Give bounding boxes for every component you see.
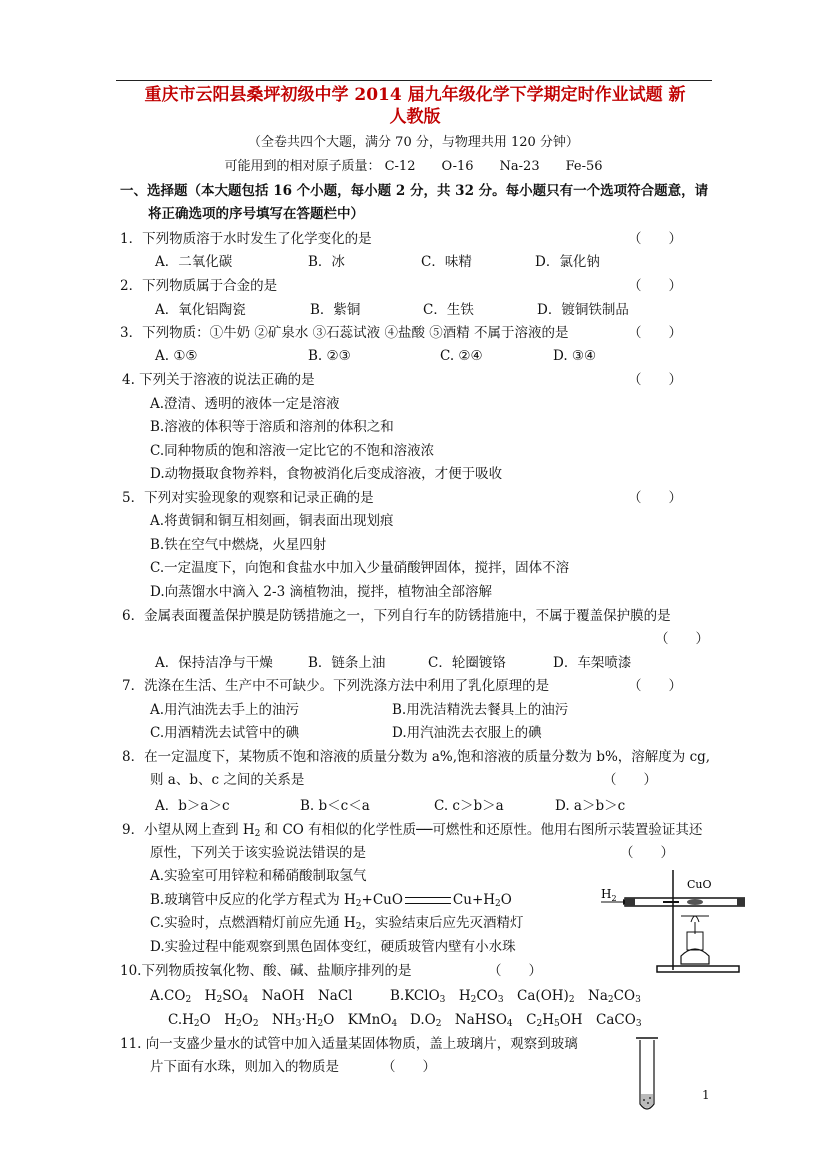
title-line-1: 重庆市云阳县桑坪初级中学 2014 届九年级化学下学期定时作业试题 新 — [144, 85, 686, 105]
q3-option-b: B. ②③ — [308, 348, 351, 364]
atomic-masses: 可能用到的相对原子质量： C-12 O-16 Na-23 Fe-56 — [224, 159, 603, 174]
q4-option-c: C.同种物质的饱和溶液一定比它的不饱和溶液浓 — [150, 443, 435, 459]
q4-option-d: D.动物摄取食物养料，食物被消化后变成溶液，才便于吸收 — [150, 466, 503, 482]
q6-answer-paren: （ ） — [655, 631, 709, 647]
exam-info: （全卷共四个大题，满分 70 分，与物理共用 120 分钟） — [248, 135, 579, 150]
q1-option-b: B．冰 — [308, 254, 345, 270]
q3-option-c: C. ②④ — [440, 348, 483, 364]
header-rule — [116, 80, 712, 81]
q9-option-c: C.实验时，点燃酒精灯前应先通 $H_2$，实验结束后应先灭酒精灯 — [150, 915, 524, 932]
q7-answer-paren: （ ） — [628, 678, 682, 694]
q1-stem: 1．下列物质溶于水时发生了化学变化的是 — [120, 231, 372, 247]
q8-option-b: B. b＜c＜a — [300, 798, 370, 814]
q11-answer-paren: （ ） — [382, 1059, 436, 1075]
q9-stem: 9．小望从网上查到 $H_2$ 和 CO 有相似的化学性质──可燃性和还原性。他用右图所示装置验证其还 — [122, 822, 703, 839]
q8-option-c: C. c＞b＞a — [434, 798, 504, 814]
q2-option-a: A．氧化铝陶瓷 — [155, 302, 246, 318]
q11-stem: 11. 向一支盛少量水的试管中加入适量某固体物质，盖上玻璃片，观察到玻璃 — [120, 1036, 578, 1052]
q5-option-b: B.铁在空气中燃烧，火星四射 — [150, 537, 327, 553]
q10-option-c: $C.H_2O$ $H_2O_2$ $NH_3\cdot H_2O$ KMnO$_4$ — [168, 1012, 398, 1029]
q10-option-d: $D.O_2$ NaHSO$_4$ $C_2H_5OH$ CaCO$_3$ — [410, 1012, 642, 1029]
q5-option-a: A.将黄铜和铜互相刻画，铜表面出现划痕 — [150, 513, 394, 529]
q8-option-d: D. a＞b＞c — [555, 798, 626, 814]
q6-option-a: A．保持洁净与干燥 — [155, 655, 273, 671]
q4-answer-paren: （ ） — [628, 372, 682, 388]
q1-option-d: D．氯化钠 — [535, 254, 600, 270]
page-title — [110, 84, 720, 128]
q9-apparatus-figure — [595, 862, 745, 978]
q3-option-a: A. ①⑤ — [155, 348, 198, 364]
section1-heading-cont: 将正确选项的序号填写在答题栏中） — [148, 206, 364, 222]
q4-stem: 4. 下列关于溶液的说法正确的是 — [122, 372, 315, 388]
q5-stem: 5．下列对实验现象的观察和记录正确的是 — [122, 490, 374, 506]
q10-option-b: B.KClO$_3$ $H_2CO_3$ $Ca(OH)_2$ $Na_2CO_3$ — [390, 988, 641, 1005]
q4-option-a: A.澄清、透明的液体一定是溶液 — [150, 396, 340, 412]
q2-stem: 2．下列物质属于合金的是 — [120, 278, 278, 294]
q5-option-c: C.一定温度下，向饱和食盐水中加入少量硝酸钾固体，搅拌，固体不溶 — [150, 560, 570, 576]
q2-option-d: D．镀铜铁制品 — [537, 302, 629, 318]
q9-option-b: B.玻璃管中反应的化学方程式为 $H_2+CuO$ $Cu+H_2O$ — [150, 892, 512, 909]
q2-answer-paren: （ ） — [628, 278, 682, 294]
q6-option-c: C．轮圈镀铬 — [428, 655, 506, 671]
q7-option-c: C.用酒精洗去试管中的碘 — [150, 725, 300, 741]
q9-answer-paren: （ ） — [620, 845, 674, 861]
page-number: 1 — [702, 1088, 710, 1102]
q8-stem-cont: 则 a、b、c 之间的关系是 — [150, 772, 305, 788]
q4-option-b: B.溶液的体积等于溶质和溶剂的体积之和 — [150, 419, 394, 435]
q7-option-d: D.用汽油洗去衣服上的碘 — [392, 725, 542, 741]
title-line-2: 人教版 — [389, 107, 441, 127]
q7-option-a: A.用汽油洗去手上的油污 — [150, 702, 300, 718]
q7-option-b: B.用洗洁精洗去餐具上的油污 — [392, 702, 569, 718]
q1-option-a: A．二氧化碳 — [155, 254, 233, 270]
section1-heading: 一、选择题（本大题包括 16 个小题，每小题 2 分，共 32 分。每小题只有一个选项符合题意，请 — [120, 183, 709, 199]
q2-option-c: C．生铁 — [423, 302, 474, 318]
q6-option-b: B．链条上油 — [308, 655, 386, 671]
q10-stem: 10.下列物质按氧化物、酸、碱、盐顺序排列的是 — [120, 963, 412, 979]
q5-answer-paren: （ ） — [628, 490, 682, 506]
q1-answer-paren: （ ） — [628, 231, 682, 247]
q7-stem: 7．洗涤在生活、生产中不可缺少。下列洗涤方法中利用了乳化原理的是 — [122, 678, 550, 694]
q6-option-d: D．车架喷漆 — [553, 655, 632, 671]
q10-answer-paren: （ ） — [488, 963, 542, 979]
q1-option-c: C．味精 — [421, 254, 472, 270]
q11-stem-cont: 片下面有水珠，则加入的物质是 — [150, 1059, 339, 1075]
q3-stem: 3．下列物质：①牛奶 ②矿泉水 ③石蕊试液 ④盐酸 ⑤酒精 不属于溶液的是 — [120, 325, 569, 341]
q9-stem-cont: 原性，下列关于该实验说法错误的是 — [150, 845, 366, 861]
q11-test-tube-figure — [632, 1034, 662, 1116]
q2-option-b: B．紫铜 — [310, 302, 361, 318]
q5-option-d: D.向蒸馏水中滴入 2-3 滴植物油，搅拌，植物油全部溶解 — [150, 584, 492, 600]
q10-option-a: $A.CO_2$ $H_2SO_4$ NaOH NaCl — [150, 988, 353, 1005]
q9-option-d: D.实验过程中能观察到黑色固体变红，硬质玻管内壁有小水珠 — [150, 939, 516, 955]
q9-option-a: A.实验室可用锌粒和稀硝酸制取氢气 — [150, 868, 367, 884]
fig-h2-label: $H_2$ — [601, 887, 617, 903]
q6-stem: 6．金属表面覆盖保护膜是防锈措施之一，下列自行车的防锈措施中，不属于覆盖保护膜的是 — [122, 608, 671, 624]
q8-stem: 8．在一定温度下，某物质不饱和溶液的质量分数为 a%,饱和溶液的质量分数为 b%，溶解度为 cg, — [122, 749, 711, 765]
q3-option-d: D. ③④ — [553, 348, 597, 364]
fig-cuo-label: CuO — [687, 878, 712, 891]
q8-answer-paren: （ ） — [603, 772, 657, 788]
q8-option-a: A．b＞a＞c — [155, 798, 230, 814]
q3-answer-paren: （ ） — [628, 325, 682, 341]
